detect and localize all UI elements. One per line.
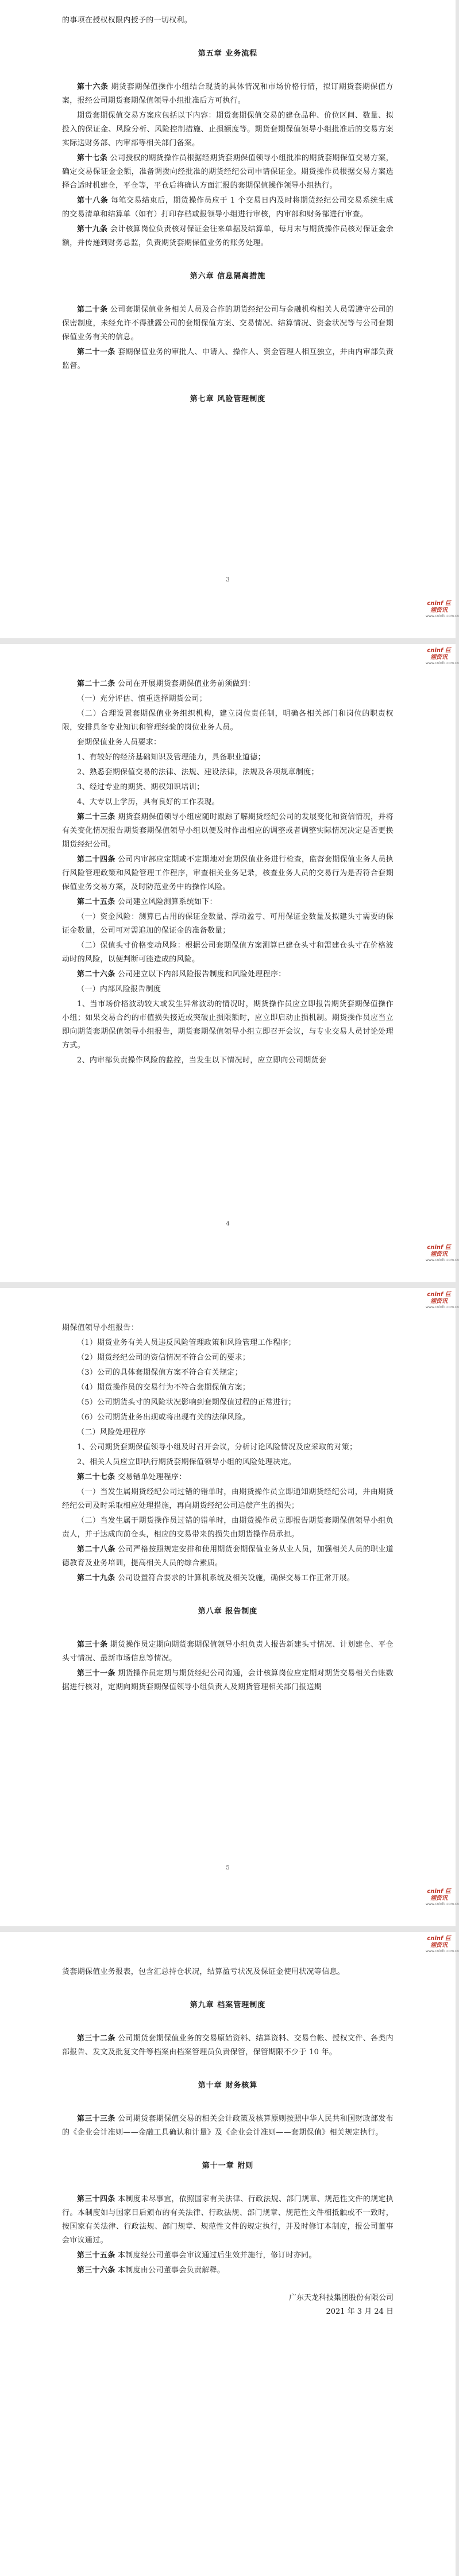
cninfo-logo: cninf 巨潮资讯	[427, 1888, 451, 1902]
document-page-3	[0, 1288, 459, 1926]
page-number: 5	[226, 1865, 230, 1871]
article-text: 期货操作员定期与期货经纪公司沟通，会计核算岗位应定期对期货交易相关台账数据进行核对，定期向期货套期保值领导小组负责人及期货管理相关部门报送期	[62, 1669, 394, 1692]
cninfo-url: www.cninfo.com.cn	[426, 1305, 459, 1309]
article-21	[62, 346, 394, 373]
article-20	[62, 303, 394, 344]
cninfo-logo: cninf 巨潮资讯	[427, 1291, 451, 1305]
article-25	[62, 895, 394, 909]
list-item: （二）风险处理程序	[77, 1428, 146, 1437]
list-item: （一）充分评估、慎重选择期货公司；	[77, 695, 207, 703]
article-text: 期货套期保值领导小组应随时跟踪了解期货经纪公司的发展变化和资信情况，并将有关变化情况报告期货套期保值领导小组以便及时作出相应的调整或者调整实际情况决定是否更换期货经纪公司。	[62, 813, 394, 849]
article-17	[62, 152, 394, 193]
chapter-7-title: 第七章 风险管理制度	[190, 395, 266, 404]
cninfo-watermark	[426, 600, 459, 619]
chapter-5-title: 第五章 业务流程	[198, 49, 258, 58]
list-item: 4、大专以上学历，具有良好的工作表现。	[77, 798, 219, 806]
company-name: 广东天龙科技集团股份有限公司	[288, 2294, 394, 2302]
article-label: 第三十四条	[77, 2195, 115, 2203]
article-text: 本制度未尽事宜，依照国家有关法律、行政法规、部门规章、规范性文件的规定执行。本制度如与国家日后颁布的有关法律、行政法规、部门规章、规范性文件相抵触或不一致时，按国家有关法律、行政法规、部门规章、规范性文件的规定执行，并及时修订本制度，报公司董事会审议通过。	[62, 2195, 394, 2245]
page-number: 4	[226, 1221, 230, 1227]
list-item: 1、公司期货套期保值领导小组及时召开会议，分析讨论风险情况及应采取的对策；	[77, 1443, 357, 1452]
article-35	[62, 2249, 394, 2263]
chapter-9-title: 第九章 档案管理制度	[190, 2001, 266, 2009]
article-label: 第三十五条	[77, 2251, 115, 2260]
list-item: （二）当发生属于期货操作员过错的错单时，由期货操作员立即报告期货套期保值领导小组负责人，并于达成向前仓头，相应的交易带来的损失由期货操作员承担。	[62, 1516, 394, 1539]
article-text: 期货套期保值操作小组结合现货的具体情况和市场价格行情，拟订期货套期保值方案，报经公司期货套期保值领导小组批准后方可执行。	[62, 83, 394, 105]
cninfo-logo: cninf 巨潮资讯	[427, 647, 451, 661]
list-item: 套期保值业务人员要求：	[77, 738, 161, 747]
document-date: 2021 年 3 月 24 日	[326, 2307, 394, 2316]
article-22	[62, 677, 394, 691]
page-number: 3	[226, 577, 230, 583]
article-text: 交易错单处理程序：	[117, 1473, 187, 1481]
list-item: （2）期货经纪公司的资信情况不符合公司的要求；	[77, 1353, 250, 1362]
cninfo-url: www.cninfo.com.cn	[426, 661, 459, 665]
article-text: 公司期货套期保值交易的相关会计政策及核算原则按照中华人民共和国财政部发布的《企业会计准则——金融工具确认和计量》及《企业会计准则——套期保值》相关规定执行。	[62, 2115, 394, 2137]
article-label: 第二十三条	[77, 813, 115, 821]
article-label: 第三十一条	[77, 1669, 115, 1678]
article-text: 公司建立风险测算系统如下：	[117, 898, 217, 906]
article-label: 第三十三条	[77, 2115, 115, 2123]
list-item: 2、相关人员应立即执行期货套期保值领导小组的风险处理决定。	[77, 1458, 296, 1467]
article-text: 公司期货套期保值业务的交易原始资料、结算资料、交易台帐、授权文件、各类内部报告、发文及批复文件等档案由档案管理员负责保管，保管期限不少于 10 年。	[62, 2034, 394, 2057]
document-page-4	[0, 1932, 459, 2576]
article-text: 公司内审部应定期或不定期地对套期保值业务进行检查，监督套期保值业务人员执行风险管理政策和风险管理工作程序，审查相关业务记录，核查业务人员的交易行为是否符合套期保值业务交易方案，及时防范业务中的操作风险。	[62, 855, 394, 891]
article-label: 第十七条	[77, 154, 108, 162]
document-page-2	[0, 644, 459, 1282]
cninfo-url: www.cninfo.com.cn	[426, 1258, 459, 1262]
list-item: （二）合理设置套期保值业务组织机构，建立岗位责任制，明确各相关部门和岗位的职责权限，安排具备专业知识和管理经验的岗位业务人员。	[62, 709, 394, 732]
article-36	[62, 2264, 394, 2278]
article-label: 第二十六条	[77, 970, 115, 979]
list-item: 2、内审部负责操作风险的监控，当发生以下情况时，应立即向公司期货套	[77, 1056, 327, 1065]
article-text: 公司在开展期货套期保值业务前须做到：	[117, 680, 256, 688]
article-19	[62, 223, 394, 250]
list-item: （5）公司期货头寸的风险状况影响到套期保值过程的正常进行；	[77, 1398, 296, 1407]
article-label: 第二十五条	[77, 898, 115, 906]
cninfo-url: www.cninfo.com.cn	[426, 1902, 459, 1906]
chapter-11-title: 第十一章 附则	[202, 2162, 254, 2170]
article-31	[62, 1667, 394, 1694]
article-28	[62, 1543, 394, 1570]
carry-over-text: 的事项在授权权限内授予的一切权利。	[62, 16, 192, 25]
article-label: 第二十条	[77, 305, 108, 314]
list-item: （二）保值头寸价格变动风险：根据公司套期保值方案测算已建仓头寸和需建仓头寸在价格波动时的风险，以便判断可能造成的风险。	[62, 941, 394, 964]
signature-block	[62, 2291, 394, 2319]
article-label: 第三十六条	[77, 2266, 115, 2275]
article-text: 套期保值业务的审批人、申请人、操作人、资金管理人相互独立，并由内审部负责监督。	[62, 348, 394, 370]
article-18	[62, 194, 394, 222]
article-text: 会计核算岗位负责核对保证金往来单据及结算单，每月末与期货操作员核对保证金余额，并传递到财务总监，负责期货套期保值业务的账务处理。	[62, 225, 394, 247]
article-29	[62, 1572, 394, 1585]
cninfo-logo: cninf 巨潮资讯	[427, 1935, 451, 1949]
article-text: 公司授权的期货操作员根据经期货套期保值领导小组批准的期货套期保值交易方案，确定交易保证金金额，准备调拨向经批准的期货经纪公司申请保证金。期货操作员根据交易方案选择合适时机建仓，平仓等，平仓后将确认方面汇报的套期保值操作领导小组执行。	[62, 154, 394, 190]
cninfo-logo: cninf 巨潮资讯	[427, 600, 451, 614]
chapter-10-title: 第十章 财务核算	[198, 2081, 258, 2090]
list-item: （3）公司的具体套期保值方案不符合有关规定；	[77, 1368, 242, 1377]
article-text: 每笔交易结束后，期货操作员应于 1 个交易日内及时将期货经纪公司交易系统生成的交易清单和结算单（如有）打印存档或报领导小组进行审核，内审部和财务部进行审查。	[62, 196, 394, 219]
list-item: （6）公司期货业务出现或将出现有关的法律风险。	[77, 1413, 250, 1422]
article-32	[62, 2032, 394, 2059]
article-23	[62, 810, 394, 852]
article-16-sub: 期货套期保值交易方案应包括以下内容：期货套期保值交易的建仓品种、价位区间、数量、拟投入的保证金、风险分析、风险控制措施、止损额度等。期货套期保值领导小组批准后的交易方案实际送财务部、内审部等相关部门备案。	[62, 111, 394, 148]
article-label: 第三十二条	[77, 2034, 115, 2043]
article-24	[62, 853, 394, 894]
article-label: 第二十八条	[77, 1545, 115, 1554]
cninfo-url: www.cninfo.com.cn	[426, 1949, 459, 1953]
list-item: （1）期货业务有关人员违反风险管理政策和风险管理工作程序；	[77, 1339, 296, 1347]
article-text: 公司建立以下内部风险报告制度和风险处理程序：	[117, 970, 286, 979]
article-label: 第二十四条	[77, 855, 115, 864]
list-item: （一）内部风险报告制度	[77, 985, 161, 994]
article-27	[62, 1471, 394, 1484]
article-text: 本制度由公司董事会负责解释。	[117, 2266, 225, 2275]
cninfo-watermark	[426, 1244, 459, 1263]
carry-over-text: 货套期保值业务报表，包含汇总持仓状况，结算盈亏状况及保证金使用状况等信息。	[62, 1968, 345, 1976]
article-label: 第二十九条	[77, 1574, 115, 1582]
article-text: 本制度经公司董事会审议通过后生效并施行，修订时亦同。	[117, 2251, 317, 2260]
cninfo-watermark	[426, 1935, 459, 1954]
article-label: 第二十二条	[77, 680, 115, 688]
list-item: 1、有较好的经济基础知识及管理能力，具备职业道德；	[77, 753, 265, 762]
article-label: 第二十一条	[77, 348, 115, 356]
document-page-1	[0, 0, 459, 638]
list-item: （一）资金风险：测算已占用的保证金数量、浮动盈亏、可用保证金数量及拟建头寸需要的保证金数量，公司可对需追加的保证金的准备数量；	[62, 913, 394, 935]
article-label: 第二十七条	[77, 1473, 115, 1481]
list-item: 1、当市场价格波动较大或发生异常波动的情况时，期货操作员应立即报告期货套期保值操作小组；如果交易合约的市值损失接近或突破止损限额时，应立即启动止损机制。期货操作员应当立即向期货套期保值领导小组报告，期货套期保值领导小组立即召开会议，与专业交易人员讨论处理方式。	[62, 1000, 394, 1050]
article-33	[62, 2112, 394, 2140]
article-label: 第十九条	[77, 225, 108, 234]
article-16	[62, 80, 394, 108]
cninfo-watermark	[426, 647, 459, 666]
cninfo-watermark	[426, 1888, 459, 1907]
article-34	[62, 2193, 394, 2248]
article-label: 第十八条	[77, 196, 109, 205]
list-item: 3、经过专业的期货、期权知识培训；	[77, 783, 205, 792]
chapter-8-title: 第八章 报告制度	[198, 1607, 258, 1616]
cninfo-logo: cninf 巨潮资讯	[427, 1244, 451, 1258]
chapter-6-title: 第六章 信息隔离措施	[190, 272, 266, 281]
list-item: （一）当发生属期货经纪公司过错的错单时，由期货操作员立即通知期货经纪公司，并由期货经纪公司及时采取相应处理措施，再向期货经纪公司追偿产生的损失；	[62, 1488, 394, 1510]
article-text: 公司套期保值业务相关人员及合作的期货经纪公司与金融机构相关人员需遵守公司的保密制度，未经允许不得泄露公司的套期保值方案、交易情况、结算情况、资金状况等与公司套期保值业务有关的信息。	[62, 305, 394, 342]
article-26	[62, 968, 394, 981]
article-text: 公司严格按照规定安排和使用期货套期保值业务从业人员，加强相关人员的职业道德教育及业务培训，提高相关人员的综合素质。	[62, 1545, 394, 1568]
article-text: 期货操作员定期向期货套期保值领导小组负责人报告新建头寸情况、计划建仓、平仓头寸情况、最新市场信息等情况。	[62, 1640, 394, 1663]
cninfo-url: www.cninfo.com.cn	[426, 614, 459, 618]
article-30	[62, 1638, 394, 1666]
article-text: 公司设置符合要求的计算机系统及相关设施，确保交易工作正常开展。	[117, 1574, 355, 1582]
list-item: 2、熟悉套期保值交易的法律、法规、建设法律，法规及各项规章制度；	[77, 768, 319, 777]
list-item: （4）期货操作员的交易行为不符合套期保值方案；	[77, 1383, 250, 1392]
carry-over-text: 期保值领导小组报告：	[62, 1324, 139, 1332]
article-label: 第三十条	[77, 1640, 108, 1649]
article-label: 第十六条	[77, 83, 109, 91]
cninfo-watermark	[426, 1291, 459, 1310]
